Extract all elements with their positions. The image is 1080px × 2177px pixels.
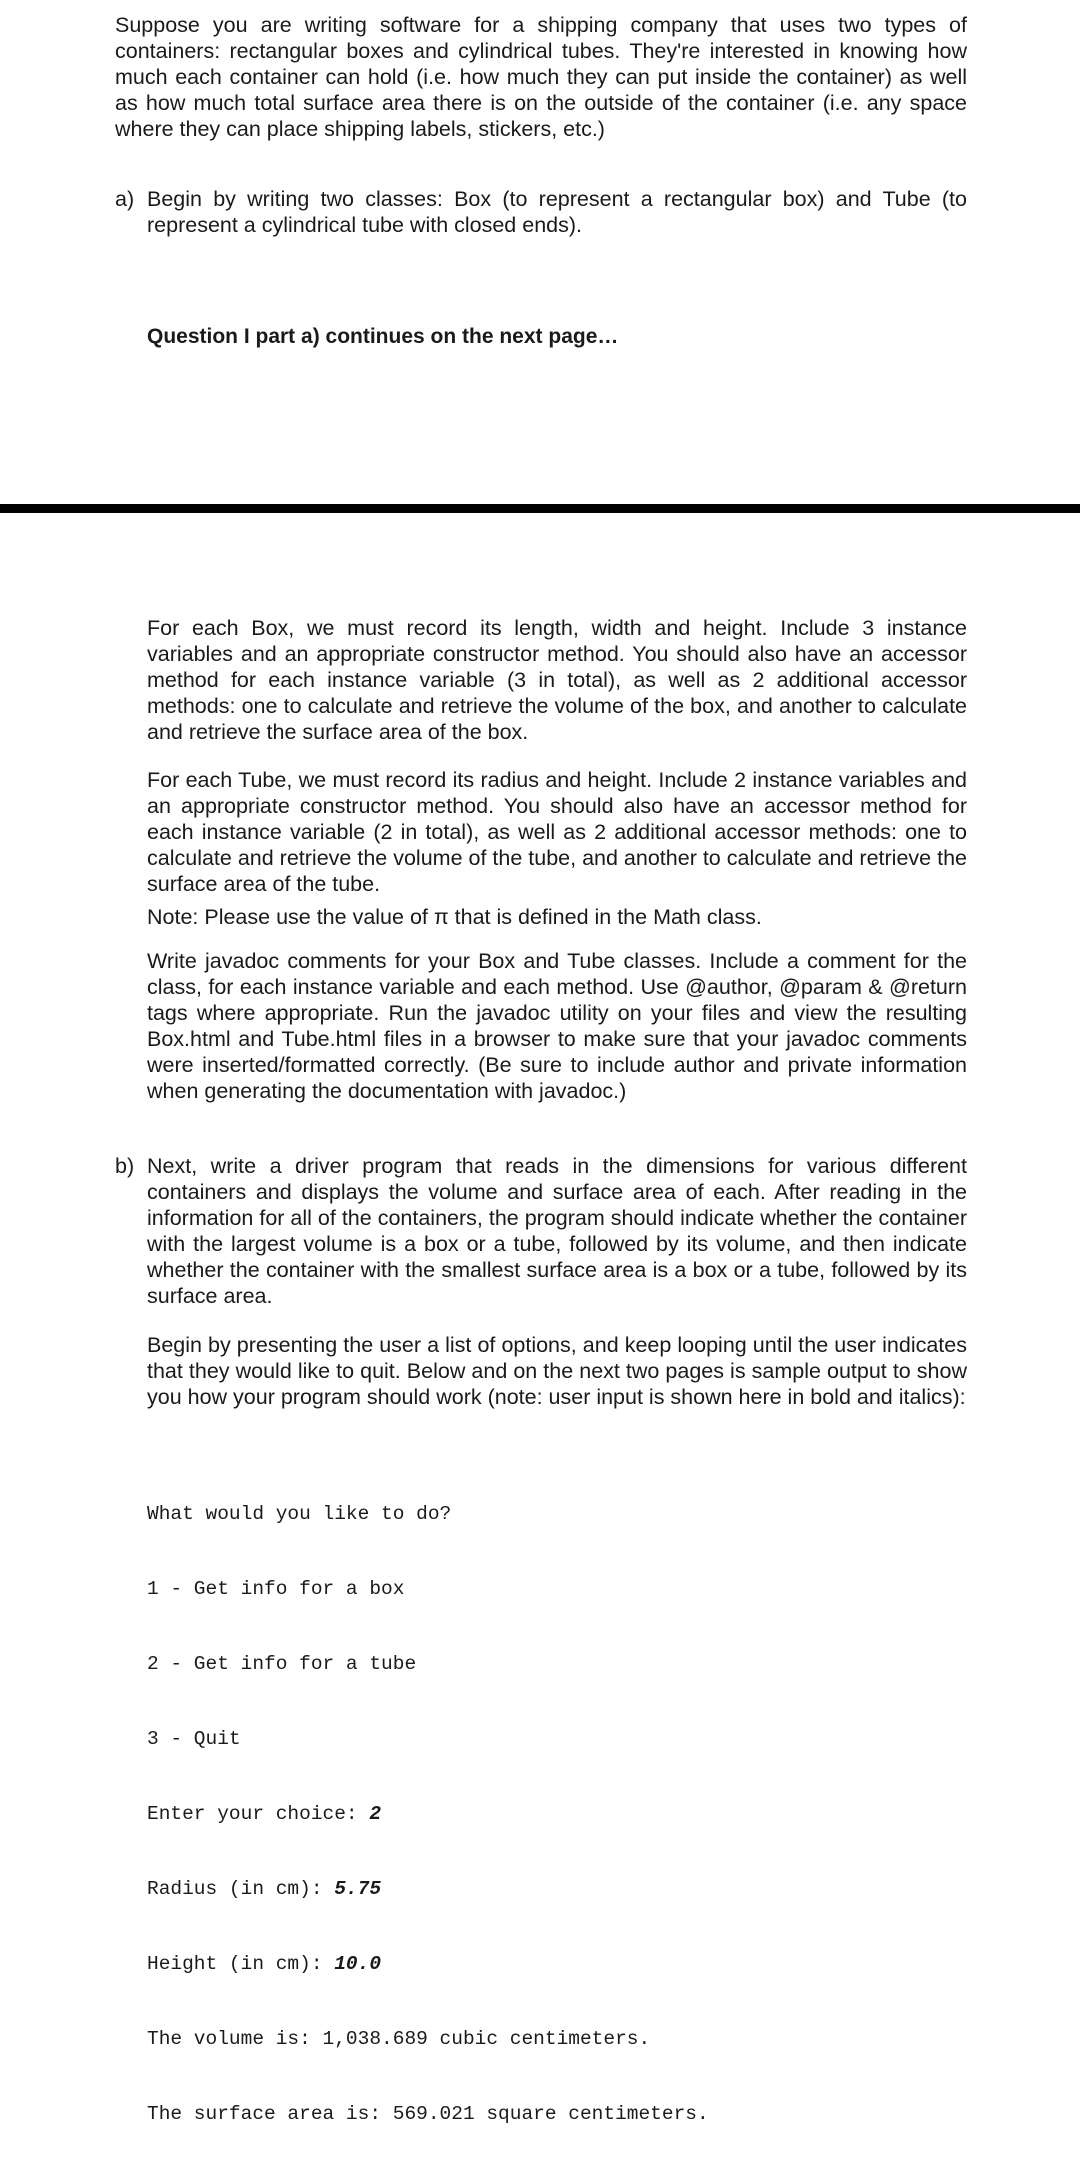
- choice-label: Enter your choice:: [147, 1803, 370, 1825]
- tube-paragraph: For each Tube, we must record its radius and height. Include 2 instance variables and an appropriate constructor method. You should also have an accessor method for each instance variable (2 in total), as well as 2 additional accessor methods: one to calculate and retrieve the volume of the tube, and another to calculate and retrieve the surface area of the tube.: [147, 768, 967, 896]
- pi-note: Note: Please use the value of π that is defined in the Math class.: [147, 905, 762, 929]
- intro-paragraph: Suppose you are writing software for a shipping company that uses two types of containers: rectangular boxes and cylindrical tubes. They're interested in knowing how much each container can hold (i.e. how much they can put inside the container) as well as how much total surface area there is on the outside of the container (i.e. any space where they can place shipping labels, stickers, etc.): [115, 13, 967, 141]
- sample-prompt: What would you like to do?: [147, 1503, 452, 1525]
- begin-paragraph: Begin by presenting the user a list of options, and keep looping until the user indicates that they would like to quit. Below and on the next two pages is sample output to show you how your program should work (note: user input is shown here in bold and italics):: [147, 1333, 967, 1409]
- part-a-label: a): [115, 187, 135, 211]
- sample-output: [147, 1452, 987, 2177]
- sample-choice-line: [147, 1802, 987, 1827]
- page-divider: [0, 504, 1080, 513]
- continues-note: Question I part a) continues on the next page…: [147, 325, 619, 348]
- sample-option-3: 3 - Quit: [147, 1728, 241, 1750]
- box-paragraph: For each Box, we must record its length, width and height. Include 3 instance variables and an appropriate constructor method. You should also have an accessor method for each instance variable (3 in total), as well as 2 additional accessor methods: one to calculate and retrieve the volume of the box, and another to calculate and retrieve the surface area of the box.: [147, 616, 967, 744]
- javadoc-paragraph: Write javadoc comments for your Box and Tube classes. Include a comment for the class, for each instance variable and each method. Use @author, @param & @return tags where appropriate. Run the javadoc utility on your files and view the resulting Box.html and Tube.html files in a browser to make sure that your javadoc comments were inserted/formatted correctly. (Be sure to include author and private information when generating the documentation with javadoc.): [147, 949, 967, 1103]
- height-input: 10.0: [334, 1953, 382, 1975]
- sample-surface-line: The surface area is: 569.021 square centimeters.: [147, 2103, 709, 2125]
- choice-input: 2: [369, 1803, 382, 1825]
- part-a-text: Begin by writing two classes: Box (to represent a rectangular box) and Tube (to represent a cylindrical tube with closed ends).: [147, 187, 967, 237]
- height-label: Height (in cm):: [147, 1953, 335, 1975]
- sample-option-2: 2 - Get info for a tube: [147, 1653, 417, 1675]
- radius-input: 5.75: [334, 1878, 382, 1900]
- part-b-text: Next, write a driver program that reads in the dimensions for various different containers and displays the volume and surface area of each. After reading in the information for all of the containers, the program should indicate whether the container with the largest volume is a box or a tube, followed by its volume, and then indicate whether the container with the smallest surface area is a box or a tube, followed by its surface area.: [147, 1154, 967, 1308]
- sample-height-line: [147, 1952, 987, 1977]
- radius-label: Radius (in cm):: [147, 1878, 335, 1900]
- sample-option-1: 1 - Get info for a box: [147, 1578, 405, 1600]
- sample-radius-line: [147, 1877, 987, 1902]
- sample-volume-line: The volume is: 1,038.689 cubic centimeters.: [147, 2028, 651, 2050]
- part-b: [115, 1153, 967, 1309]
- part-a: [115, 186, 967, 238]
- part-b-label: b): [115, 1154, 135, 1178]
